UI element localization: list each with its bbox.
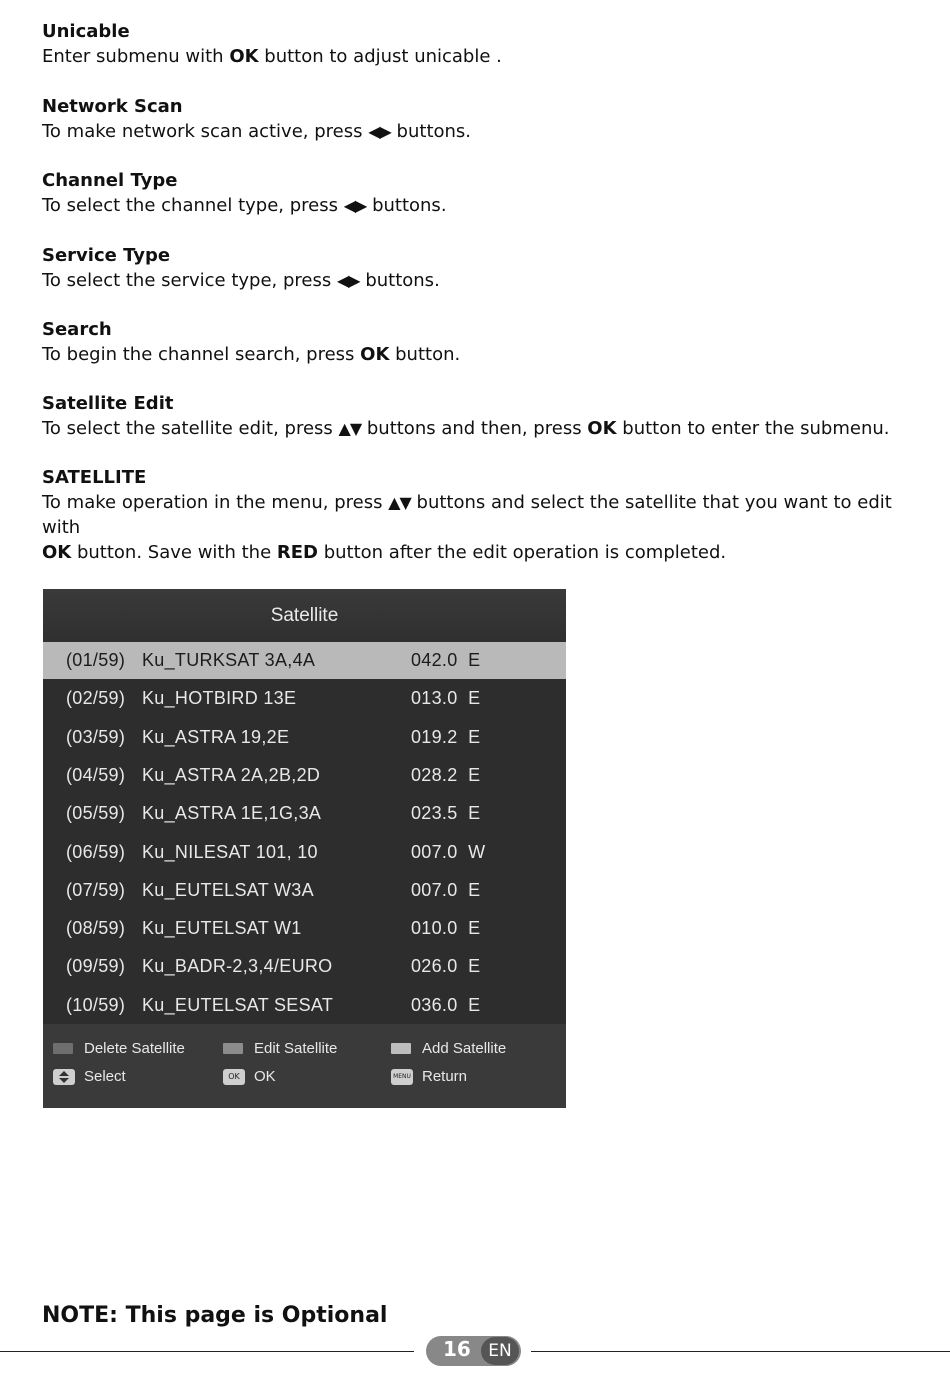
up-down-key-icon — [53, 1069, 75, 1085]
satellite-index: (08/59) — [66, 918, 126, 939]
section-unicable — [42, 20, 932, 69]
legend-edit: Edit Satellite — [223, 1040, 337, 1057]
satellite-name: Ku_ASTRA 2A,2B,2D — [142, 764, 321, 785]
satellite-index: (07/59) — [66, 879, 126, 900]
section-title: Channel Type — [42, 170, 178, 191]
satellite-row[interactable] — [43, 948, 566, 985]
section-text: To select the satellite edit, press ▲▼ buttons and then, press OK button to enter the submenu. — [42, 418, 890, 439]
section-text: To make operation in the menu, press ▲▼ buttons and select the satellite that you want to edit with OK button. Save with the RED button after the edit operation is completed. — [42, 492, 892, 563]
left-right-arrows-icon: ◀▶ — [368, 122, 391, 141]
section-title: Search — [42, 319, 112, 340]
section-title: Unicable — [42, 21, 130, 42]
section-channel-type — [42, 169, 932, 218]
footer-rule-right — [531, 1351, 950, 1352]
satellite-index: (03/59) — [66, 726, 126, 747]
satellite-name: Ku_BADR-2,3,4/EURO — [142, 956, 333, 977]
satellite-row[interactable] — [43, 795, 566, 832]
satellite-name: Ku_ASTRA 19,2E — [142, 726, 290, 747]
legend-delete: Delete Satellite — [53, 1040, 185, 1057]
red-key-icon — [53, 1043, 73, 1054]
language-badge: EN — [481, 1337, 519, 1365]
legend-return: MENU Return — [391, 1068, 467, 1085]
satellite-row[interactable] — [43, 642, 566, 679]
satellite-row[interactable] — [43, 680, 566, 717]
satellite-row[interactable] — [43, 910, 566, 947]
green-key-icon — [223, 1043, 243, 1054]
satellite-row[interactable] — [43, 834, 566, 871]
legend-ok: OK OK — [223, 1068, 276, 1085]
satellite-index: (01/59) — [66, 650, 126, 670]
section-service-type — [42, 244, 932, 293]
satellite-name: Ku_ASTRA 1E,1G,3A — [142, 803, 322, 824]
section-text: To select the service type, press ◀▶ buttons. — [42, 270, 440, 291]
left-right-arrows-icon: ◀▶ — [343, 196, 367, 215]
section-satellite-edit — [42, 392, 932, 441]
section-title: Service Type — [42, 245, 171, 266]
satellite-name: Ku_EUTELSAT W3A — [142, 879, 314, 900]
section-text: To begin the channel search, press OK button. — [42, 344, 461, 365]
up-down-arrows-icon: ▲▼ — [388, 493, 411, 512]
satellite-name: Ku_EUTELSAT SESAT — [142, 994, 334, 1015]
satellite-index: (10/59) — [66, 994, 126, 1015]
satellite-row[interactable] — [43, 719, 566, 756]
satellite-index: (06/59) — [66, 841, 126, 862]
legend-select: Select — [53, 1068, 126, 1085]
satellite-row[interactable] — [43, 872, 566, 909]
section-text: To select the channel type, press ◀▶ buttons. — [42, 195, 447, 216]
satellite-name: Ku_EUTELSAT W1 — [142, 918, 302, 939]
satellite-position: 028.2 E — [411, 764, 481, 785]
satellite-row[interactable] — [43, 757, 566, 794]
satellite-position: 007.0 W — [411, 841, 486, 862]
menu-title: Satellite — [43, 589, 566, 642]
satellite-index: (04/59) — [66, 764, 126, 785]
satellite-position: 023.5 E — [411, 803, 481, 824]
satellite-position: 026.0 E — [411, 956, 481, 977]
satellite-position: 010.0 E — [411, 918, 481, 939]
satellite-index: (02/59) — [66, 688, 126, 709]
satellite-position: 036.0 E — [411, 994, 481, 1015]
page-number: 16 — [443, 1337, 471, 1361]
ok-key-icon: OK — [223, 1069, 245, 1085]
legend-add: Add Satellite — [391, 1040, 506, 1057]
yellow-key-icon — [391, 1043, 411, 1054]
satellite-name: Ku_HOTBIRD 13E — [142, 688, 297, 709]
satellite-position: 007.0 E — [411, 879, 481, 900]
satellite-index: (05/59) — [66, 803, 126, 824]
satellite-position: 042.0 E — [411, 650, 481, 670]
footer-rule-left — [0, 1351, 414, 1352]
menu-key-icon: MENU — [391, 1069, 413, 1085]
section-network-scan — [42, 95, 932, 144]
satellite-index: (09/59) — [66, 956, 126, 977]
section-text: To make network scan active, press ◀▶ buttons. — [42, 121, 472, 142]
section-text: Enter submenu with OK button to adjust unicable . — [42, 46, 502, 67]
section-title: Satellite Edit — [42, 393, 174, 414]
satellite-menu-screenshot — [43, 589, 566, 1108]
satellite-name: Ku_TURKSAT 3A,4A — [142, 650, 316, 670]
satellite-name: Ku_NILESAT 101, 10 — [142, 841, 318, 862]
satellite-row[interactable] — [43, 987, 566, 1024]
satellite-position: 013.0 E — [411, 688, 481, 709]
menu-legend — [43, 1024, 566, 1108]
section-satellite — [42, 466, 932, 565]
optional-note: NOTE: This page is Optional — [42, 1303, 388, 1328]
section-search — [42, 318, 932, 367]
up-down-arrows-icon: ▲▼ — [338, 419, 362, 438]
section-title: SATELLITE — [42, 467, 147, 488]
section-title: Network Scan — [42, 96, 183, 117]
left-right-arrows-icon: ◀▶ — [336, 271, 360, 290]
satellite-position: 019.2 E — [411, 726, 481, 747]
